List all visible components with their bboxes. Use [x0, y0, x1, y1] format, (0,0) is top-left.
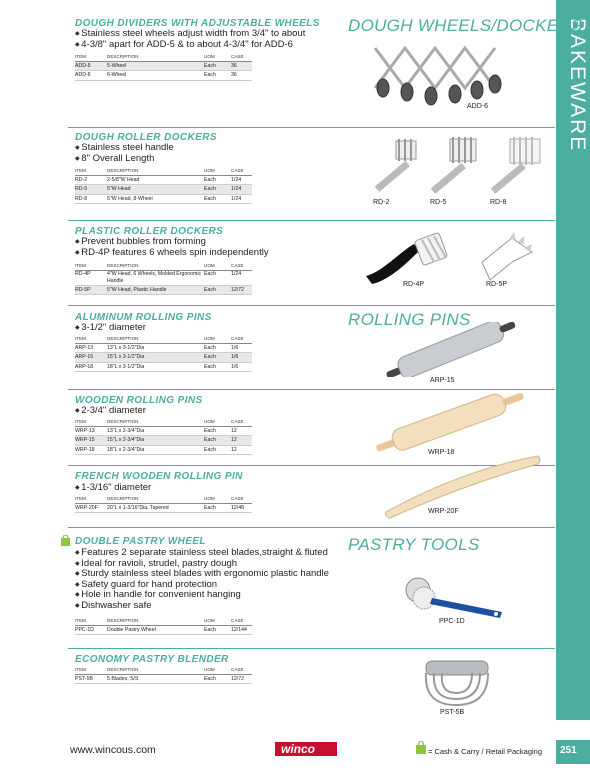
- category-pastry-tools: PASTRY TOOLS: [348, 535, 480, 554]
- bullet-list: [75, 323, 146, 334]
- col-case: CASE: [231, 496, 244, 501]
- col-desc: DESCRIPTION: [107, 419, 139, 424]
- cell-case: 1/24: [231, 177, 242, 184]
- cell-case: 1/24: [231, 271, 242, 278]
- bullet-item: ◆ 3-1/2" diameter: [75, 323, 146, 334]
- col-item: ITEM: [75, 263, 86, 268]
- brand-logo: [275, 740, 337, 758]
- cell-item: RD-2: [75, 177, 88, 184]
- cell-uom: Each: [204, 627, 216, 634]
- bullet-list: [75, 143, 174, 164]
- table-row: [75, 71, 252, 80]
- table-row: [75, 286, 252, 295]
- table-row: [75, 62, 252, 71]
- image-label: ARP-15: [430, 377, 455, 384]
- cell-uom: Each: [204, 271, 216, 278]
- section-divider: [68, 305, 555, 306]
- table-row: [75, 271, 252, 286]
- col-case: CASE: [231, 168, 244, 173]
- product-table: [75, 262, 252, 295]
- col-item: ITEM: [75, 496, 86, 501]
- pastry-blender-image: [418, 655, 498, 710]
- product-table: [75, 167, 252, 204]
- table-row: [75, 427, 252, 436]
- cell-item: RD-5P: [75, 287, 91, 294]
- retail-bag-icon: [61, 535, 70, 546]
- image-label: WRP-18: [428, 449, 455, 456]
- cell-case: 12: [231, 437, 237, 444]
- col-case: CASE: [231, 54, 244, 59]
- bullet-item: ◆ 2-3/4" diameter: [75, 406, 146, 417]
- cell-item: WRP-18: [75, 446, 95, 453]
- image-label: WRP-20F: [428, 508, 459, 515]
- cell-uom: Each: [204, 177, 216, 184]
- bullet-item: ◆ 8" Overall Length: [75, 154, 174, 165]
- cell-case: 1/6: [231, 363, 239, 370]
- col-case: CASE: [231, 667, 244, 672]
- col-uom: UOM: [204, 168, 215, 173]
- pastry-wheel-image: [404, 574, 509, 620]
- cell-uom: Each: [204, 63, 216, 70]
- french-rolling-pin-image: [382, 450, 542, 520]
- bullet-list: [75, 548, 329, 611]
- retail-bag-icon: [416, 741, 426, 754]
- cell-item: ARP-13: [75, 345, 94, 352]
- bullet-item: ◆ Features 2 separate stainless steel blades,straight & fluted: [75, 548, 329, 559]
- col-item: ITEM: [75, 54, 86, 59]
- section-title: ECONOMY PASTRY BLENDER: [75, 654, 229, 665]
- bullet-item: ◆ Stainless steel handle: [75, 143, 174, 154]
- table-row: [75, 675, 252, 684]
- bullet-item: ◆ Safety guard for hand protection: [75, 580, 329, 591]
- cell-item: RD-8: [75, 195, 88, 202]
- cell-desc: 18"L x 3-1/2"Dia: [107, 363, 145, 370]
- page-number: 251: [560, 745, 577, 756]
- col-item: ITEM: [75, 419, 86, 424]
- col-desc: DESCRIPTION: [107, 54, 139, 59]
- product-table: [75, 617, 252, 635]
- cell-uom: Each: [204, 72, 216, 79]
- col-uom: UOM: [204, 618, 215, 623]
- cell-uom: Each: [204, 186, 216, 193]
- cell-uom: Each: [204, 345, 216, 352]
- cell-case: 1/6: [231, 354, 239, 361]
- section-divider: [68, 527, 555, 528]
- product-table: [75, 418, 252, 455]
- col-uom: UOM: [204, 54, 215, 59]
- cell-item: WRP-15: [75, 437, 95, 444]
- image-label: RD-8: [490, 199, 507, 206]
- col-case: CASE: [231, 419, 244, 424]
- bullet-item: ◆ Stainless steel wheels adjust width from 3/4" to about: [75, 29, 305, 40]
- col-desc: DESCRIPTION: [107, 263, 139, 268]
- cell-uom: Each: [204, 363, 216, 370]
- category-dough-wheels: DOUGH WHEELS/DOCKERS: [348, 16, 583, 35]
- cell-item: WRP-20F: [75, 505, 98, 512]
- bullet-list: [75, 237, 269, 258]
- cell-uom: Each: [204, 446, 216, 453]
- rd2-docker: [375, 139, 416, 192]
- section-title: DOUGH DIVIDERS WITH ADJUSTABLE WHEELS: [75, 18, 320, 29]
- cell-case: 12: [231, 428, 237, 435]
- cell-desc: 15"L x 2-3/4"Dia: [107, 437, 145, 444]
- cell-desc: 18"L x 2-3/4"Dia: [107, 446, 145, 453]
- cell-item: ARP-15: [75, 354, 94, 361]
- wooden-rolling-pin-image: [372, 392, 532, 452]
- cell-desc: 5"W Head: [107, 186, 131, 193]
- section-title: DOUBLE PASTRY WHEEL: [75, 536, 206, 547]
- bullet-item: ◆ 4-3/8" apart for ADD-5 & to about 4-3/4" for ADD-6: [75, 40, 305, 51]
- rd8-docker: [491, 137, 540, 194]
- plastic-docker-images: [362, 232, 542, 292]
- image-label: RD-4P: [403, 281, 425, 288]
- product-table: [75, 495, 252, 513]
- image-label: RD-2: [373, 199, 390, 206]
- section-divider: [68, 220, 555, 221]
- cell-desc: 4"W Head, 6 Wheels, Molded Ergonomic Handle: [107, 271, 202, 285]
- rd5-docker: [431, 137, 476, 194]
- cell-case: 12/72: [231, 287, 244, 294]
- table-row: [75, 195, 252, 204]
- cell-item: ADD-6: [75, 72, 91, 79]
- bullet-item: ◆ Ideal for ravioli, strudel, pastry dough: [75, 559, 329, 570]
- bullet-item: ◆ Prevent bubbles from forming: [75, 237, 269, 248]
- bullet-item: ◆ 1-3/16" diameter: [75, 483, 151, 494]
- table-row: [75, 344, 252, 353]
- product-table: [75, 666, 252, 684]
- image-label: RD-5P: [486, 281, 508, 288]
- col-case: CASE: [231, 336, 244, 341]
- col-item: ITEM: [75, 168, 86, 173]
- bullet-item: ◆ Sturdy stainless steel blades with ergonomic plastic handle: [75, 569, 329, 580]
- cell-desc: 2-5/8"W Head: [107, 177, 140, 184]
- col-desc: DESCRIPTION: [107, 168, 139, 173]
- image-label: ADD-6: [467, 103, 489, 110]
- cell-uom: Each: [204, 287, 216, 294]
- cell-desc: 5 Blades, S/S: [107, 676, 139, 683]
- bullet-item: ◆ Dishwasher safe: [75, 601, 329, 612]
- section-divider: [68, 127, 555, 128]
- cell-uom: Each: [204, 505, 216, 512]
- cell-uom: Each: [204, 195, 216, 202]
- footer-url[interactable]: www.wincous.com: [70, 744, 156, 756]
- section-divider: [68, 648, 555, 649]
- section-title: ALUMINUM ROLLING PINS: [75, 312, 212, 323]
- cell-case: 12: [231, 446, 237, 453]
- table-row: [75, 436, 252, 445]
- cell-case: 1/24: [231, 195, 242, 202]
- bullet-item: ◆ RD-4P features 6 wheels spin independently: [75, 248, 269, 259]
- cell-desc: 6-Wheel: [107, 72, 127, 79]
- cell-uom: Each: [204, 354, 216, 361]
- cell-case: 1/6: [231, 345, 239, 352]
- cell-case: 12/144: [231, 627, 247, 634]
- cell-item: RD-4P: [75, 271, 91, 278]
- dough-divider-image: [365, 38, 505, 108]
- col-desc: DESCRIPTION: [107, 618, 139, 623]
- cell-desc: 5"W Head, Plastic Handle: [107, 287, 167, 294]
- cell-case: 12/72: [231, 676, 244, 683]
- cell-desc: 5-Wheel: [107, 63, 127, 70]
- aluminum-rolling-pin-image: [382, 322, 522, 377]
- product-table: [75, 335, 252, 372]
- col-uom: UOM: [204, 336, 215, 341]
- table-row: [75, 185, 252, 194]
- col-desc: DESCRIPTION: [107, 667, 139, 672]
- col-item: ITEM: [75, 618, 86, 623]
- image-label: RD-5: [430, 199, 447, 206]
- cell-item: PPC-1D: [75, 627, 95, 634]
- cell-case: 36: [231, 72, 237, 79]
- cell-item: PST-5B: [75, 676, 93, 683]
- roller-docker-images: [370, 135, 550, 200]
- col-case: CASE: [231, 263, 244, 268]
- sidebar-label: BAKEWARE: [566, 18, 589, 153]
- cell-uom: Each: [204, 428, 216, 435]
- section-title: FRENCH WOODEN ROLLING PIN: [75, 471, 243, 482]
- table-row: [75, 504, 252, 513]
- col-case: CASE: [231, 618, 244, 623]
- cell-uom: Each: [204, 676, 216, 683]
- cell-item: ADD-5: [75, 63, 91, 70]
- image-label: PPC-1D: [439, 618, 465, 625]
- table-row: [75, 176, 252, 185]
- cell-case: 36: [231, 63, 237, 70]
- bullet-list: [75, 483, 151, 494]
- col-uom: UOM: [204, 419, 215, 424]
- footer-legend: = Cash & Carry / Retail Packaging: [428, 747, 543, 756]
- col-desc: DESCRIPTION: [107, 496, 139, 501]
- section-title: WOODEN ROLLING PINS: [75, 395, 203, 406]
- bullet-list: [75, 29, 305, 50]
- table-row: [75, 626, 252, 635]
- section-divider: [68, 389, 555, 390]
- col-uom: UOM: [204, 263, 215, 268]
- col-item: ITEM: [75, 667, 86, 672]
- cell-item: RD-5: [75, 186, 88, 193]
- cell-desc: 15"L x 3-1/2"Dia: [107, 354, 145, 361]
- col-uom: UOM: [204, 496, 215, 501]
- product-table: [75, 53, 252, 81]
- section-title: PLASTIC ROLLER DOCKERS: [75, 226, 224, 237]
- table-row: [75, 353, 252, 362]
- col-uom: UOM: [204, 667, 215, 672]
- col-item: ITEM: [75, 336, 86, 341]
- col-desc: DESCRIPTION: [107, 336, 139, 341]
- cell-desc: 20"L x 1-3/16"Dia, Tapered: [107, 505, 169, 512]
- category-rolling-pins: ROLLING PINS: [348, 310, 471, 329]
- bullet-list: [75, 406, 146, 417]
- image-label: PST-5B: [440, 709, 465, 716]
- section-title: DOUGH ROLLER DOCKERS: [75, 132, 217, 143]
- cell-desc: 5"W Head, 8-Wheel: [107, 195, 153, 202]
- cell-desc: 13"L x 3-1/2"Dia: [107, 345, 145, 352]
- cell-desc: 13"L x 2-3/4"Dia: [107, 428, 145, 435]
- cell-case: 12/48: [231, 505, 244, 512]
- cell-case: 1/24: [231, 186, 242, 193]
- brand-logo-text: winco: [281, 742, 316, 756]
- table-row: [75, 446, 252, 455]
- cell-item: WRP-13: [75, 428, 95, 435]
- cell-uom: Each: [204, 437, 216, 444]
- table-row: [75, 363, 252, 372]
- cell-item: ARP-18: [75, 363, 94, 370]
- bullet-item: ◆ Hole in handle for convenient hanging: [75, 590, 329, 601]
- cell-desc: Double Pastry Wheel: [107, 627, 156, 634]
